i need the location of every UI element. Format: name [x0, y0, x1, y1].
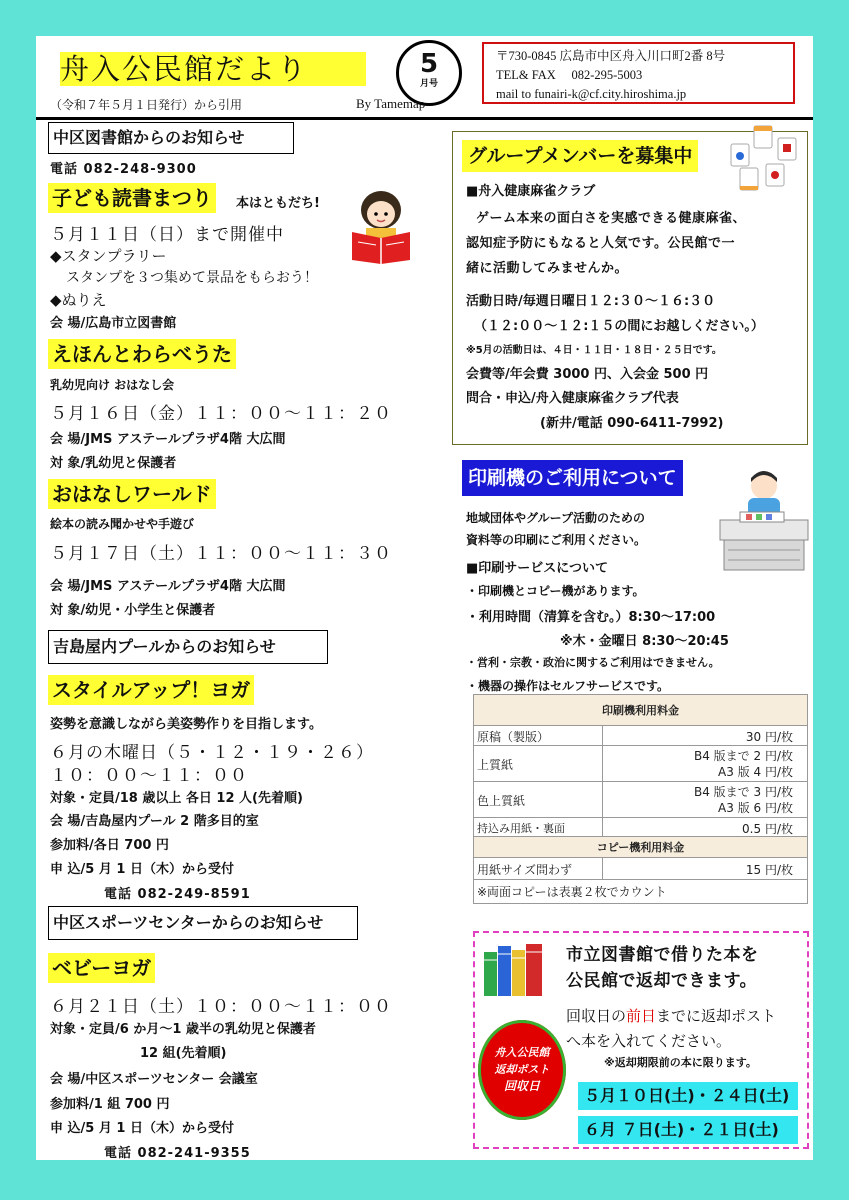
event-title-story-world: おはなしワールド — [48, 479, 216, 509]
printer-intro-1: 地域団体やグループ活動のための — [466, 511, 646, 525]
fee-value-own-paper: 0.5 円/枚 — [742, 822, 793, 836]
address: 〒730-0845 広島市中区舟入川口町2番 8号 — [496, 49, 726, 63]
badge-line-1: 舟入公民館 — [494, 1046, 550, 1059]
club-time: 活動日時/毎週日曜日１２:３０～１６:３０ — [466, 294, 716, 309]
contact-box — [482, 42, 795, 104]
printer-user-illustration — [716, 464, 810, 574]
table-row — [473, 726, 808, 746]
table-row — [473, 858, 808, 880]
event1-venue: 会 場/広島市立図書館 — [50, 316, 177, 331]
email: mail to funairi-k@cf.city.hiroshima.jp — [496, 87, 687, 101]
print-service-bullet-2b: ※木・金曜日 8:30～20:45 — [560, 634, 729, 649]
table-row — [473, 782, 808, 818]
yoga-date-days: ６月の木曜日（５・１２・１９・２６） — [50, 743, 374, 763]
issue-unit: 月号 — [419, 79, 438, 89]
event-title-reading-festival: 子ども読書まつり — [48, 183, 216, 213]
yoga-apply: 申 込/5 月 1 日（木）から受付 — [50, 862, 234, 877]
fee-value-color-a3: A3 版 6 円/枚 — [718, 801, 793, 815]
club-may-note: ※5月の活動日は、４日・１１日・１８日・２５日です。 — [466, 345, 722, 356]
event3-venue: 会 場/JMS アステールプラザ4階 大広間 — [50, 579, 286, 594]
badge-line-3: 回収日 — [503, 1079, 540, 1093]
yoga-title: スタイルアップ！ヨガ — [48, 675, 254, 705]
baby-yoga-venue: 会 場/中区スポーツセンター 会議室 — [50, 1072, 258, 1087]
club-desc-2: 認知症予防にもなると人気です。公民館で一 — [466, 236, 735, 251]
club-contact-phone: (新井/電話 090-6411-7992) — [540, 416, 724, 431]
event1-date: ５月１１日（日）まで開催中 — [50, 225, 284, 245]
event2-venue: 会 場/JMS アステールプラザ4階 大広間 — [50, 432, 286, 447]
print-service-heading: ■印刷サービスについて — [466, 561, 609, 576]
fee-value-plain-a3: A3 版 4 円/枚 — [718, 765, 793, 779]
badge-line-2: 返却ポスト — [494, 1063, 550, 1076]
tel-fax: TEL& FAX 082-295-5003 — [496, 68, 643, 82]
baby-yoga-phone: 電話 082-241-9355 — [104, 1146, 251, 1161]
return-instruction-1 — [566, 1005, 776, 1026]
library-section-heading: 中区図書館からのお知らせ — [48, 122, 294, 154]
fee-value-master: 30 円/枚 — [745, 730, 793, 744]
return-heading-2: 公民館で返却できます。 — [566, 971, 758, 991]
print-fee-table-header: 印刷機利用料金 — [473, 694, 808, 726]
club-time-note: （１２:００～１２:１５の間にお越しください。） — [474, 319, 764, 334]
collection-dates-june: ６月 ７日(土)・２１日(土) — [578, 1116, 798, 1144]
copy-fee-value: 15 円/枚 — [745, 863, 793, 877]
event1-item-stamp-desc: スタンプを３つ集めて景品をもらおう！ — [66, 270, 318, 286]
baby-yoga-capacity: 対象・定員/6 か月～1 歳半の乳幼児と保護者 — [50, 1022, 316, 1037]
fee-label-master: 原稿（製版） — [477, 730, 550, 744]
print-service-bullet-1: ・印刷機とコピー機があります。 — [466, 584, 645, 598]
fee-value-color-b4: B4 版まで 3 円/枚 — [694, 785, 793, 799]
return-deadline-emphasis: 前日 — [626, 1007, 657, 1025]
issue-number: 5 — [419, 49, 439, 79]
library-phone: 電話 082-248-9300 — [50, 162, 197, 177]
yoga-venue: 会 場/吉島屋内プール 2 階多目的室 — [50, 814, 259, 829]
mahjong-tiles-illustration — [726, 124, 806, 194]
collection-day-badge — [478, 1020, 566, 1120]
yoga-capacity: 対象・定員/18 歳以上 各日 12 人(先着順) — [50, 791, 303, 806]
event-tagline: 本はともだち! — [236, 196, 320, 211]
reading-child-illustration — [348, 186, 414, 264]
baby-yoga-fee: 参加料/1 組 700 円 — [50, 1097, 170, 1112]
return-heading-1: 市立図書館で借りた本を — [566, 945, 759, 965]
sports-section-heading: 中区スポーツセンターからのお知らせ — [48, 906, 358, 940]
table-row — [473, 746, 808, 782]
print-service-bullet-2: ・利用時間（清算を含む。）8:30～17:00 — [466, 610, 716, 625]
event1-item-coloring: ◆ぬりえ — [50, 291, 107, 309]
subtitle: （令和７年５月１日発行）から引用 — [50, 98, 243, 112]
baby-yoga-apply: 申 込/5 月 1 日（木）から受付 — [50, 1121, 234, 1136]
event2-desc: 乳幼児向け おはなし会 — [50, 378, 175, 392]
event1-item-stamp-rally: ◆スタンプラリー — [50, 247, 167, 265]
table-row — [473, 818, 808, 838]
page-title: 舟入公民館だより — [60, 52, 366, 86]
print-service-bullet-4: ・機器の操作はセルフサービスです。 — [466, 679, 670, 693]
fee-label-color-paper: 色上質紙 — [477, 794, 526, 808]
books-illustration — [480, 940, 550, 998]
copy-fee-note: ※両面コピーは表裏２枚でカウント — [473, 880, 808, 904]
pool-section-heading: 吉島屋内プールからのお知らせ — [48, 630, 328, 664]
return-note: ※返却期限前の本に限ります。 — [604, 1056, 757, 1069]
return-instruction-1a: 回収日の — [566, 1007, 627, 1025]
club-desc-3: 緒に活動してみませんか。 — [466, 261, 629, 276]
print-service-bullet-3: ・営利・宗教・政治に関するご利用はできません。 — [466, 656, 720, 669]
yoga-date-time: １０：００～１１：００ — [50, 766, 248, 786]
group-recruit-title: グループメンバーを募集中 — [462, 140, 698, 172]
source-credit: By Tamemap — [356, 96, 426, 111]
print-fee-table — [473, 694, 808, 914]
club-desc-1: ゲーム本来の面白さを実感できる健康麻雀、 — [476, 211, 747, 226]
fee-value-plain-b4: B4 版まで 2 円/枚 — [694, 749, 793, 763]
event2-date: ５月１６日（金）１１：００～１１：２０ — [50, 404, 392, 424]
return-instruction-1c: までに返却ポスト — [656, 1007, 777, 1025]
baby-yoga-date: ６月２１日（土）１０：００～１１：００ — [50, 997, 392, 1017]
copy-fee-label: 用紙サイズ問わず — [477, 863, 573, 877]
event3-desc: 絵本の読み聞かせや手遊び — [50, 517, 195, 531]
return-instruction-2: へ本を入れてください。 — [566, 1032, 732, 1050]
club-fee: 会費等/年会費 3000 円、入会金 500 円 — [466, 367, 709, 382]
copy-fee-table-header: コピー機利用料金 — [473, 836, 808, 858]
event3-target: 対 象/幼児・小学生と保護者 — [50, 603, 216, 618]
event-title-picture-books: えほんとわらべうた — [48, 339, 236, 369]
yoga-fee: 参加料/各日 700 円 — [50, 838, 169, 853]
printer-intro-2: 資料等の印刷にご利用ください。 — [466, 533, 647, 547]
event2-target: 対 象/乳幼児と保護者 — [50, 456, 177, 471]
collection-dates-may: ５月１０日(土)・２４日(土) — [578, 1082, 798, 1110]
club-name: ■舟入健康麻雀クラブ — [466, 184, 596, 199]
club-contact: 問合・申込/舟入健康麻雀クラブ代表 — [466, 391, 679, 406]
baby-yoga-capacity-count: 12 組(先着順) — [140, 1046, 227, 1061]
yoga-desc: 姿勢を意識しながら美姿勢作りを目指します。 — [50, 717, 322, 732]
baby-yoga-title: ベビーヨガ — [48, 953, 155, 983]
yoga-phone: 電話 082-249-8591 — [104, 887, 251, 902]
header-divider — [36, 117, 813, 120]
fee-label-plain-paper: 上質紙 — [477, 758, 514, 772]
event3-date: ５月１７日（土）１１：００～１１：３０ — [50, 544, 392, 564]
fee-label-own-paper: 持込み用紙・裏面 — [477, 822, 565, 835]
printer-title: 印刷機のご利用について — [462, 460, 683, 496]
